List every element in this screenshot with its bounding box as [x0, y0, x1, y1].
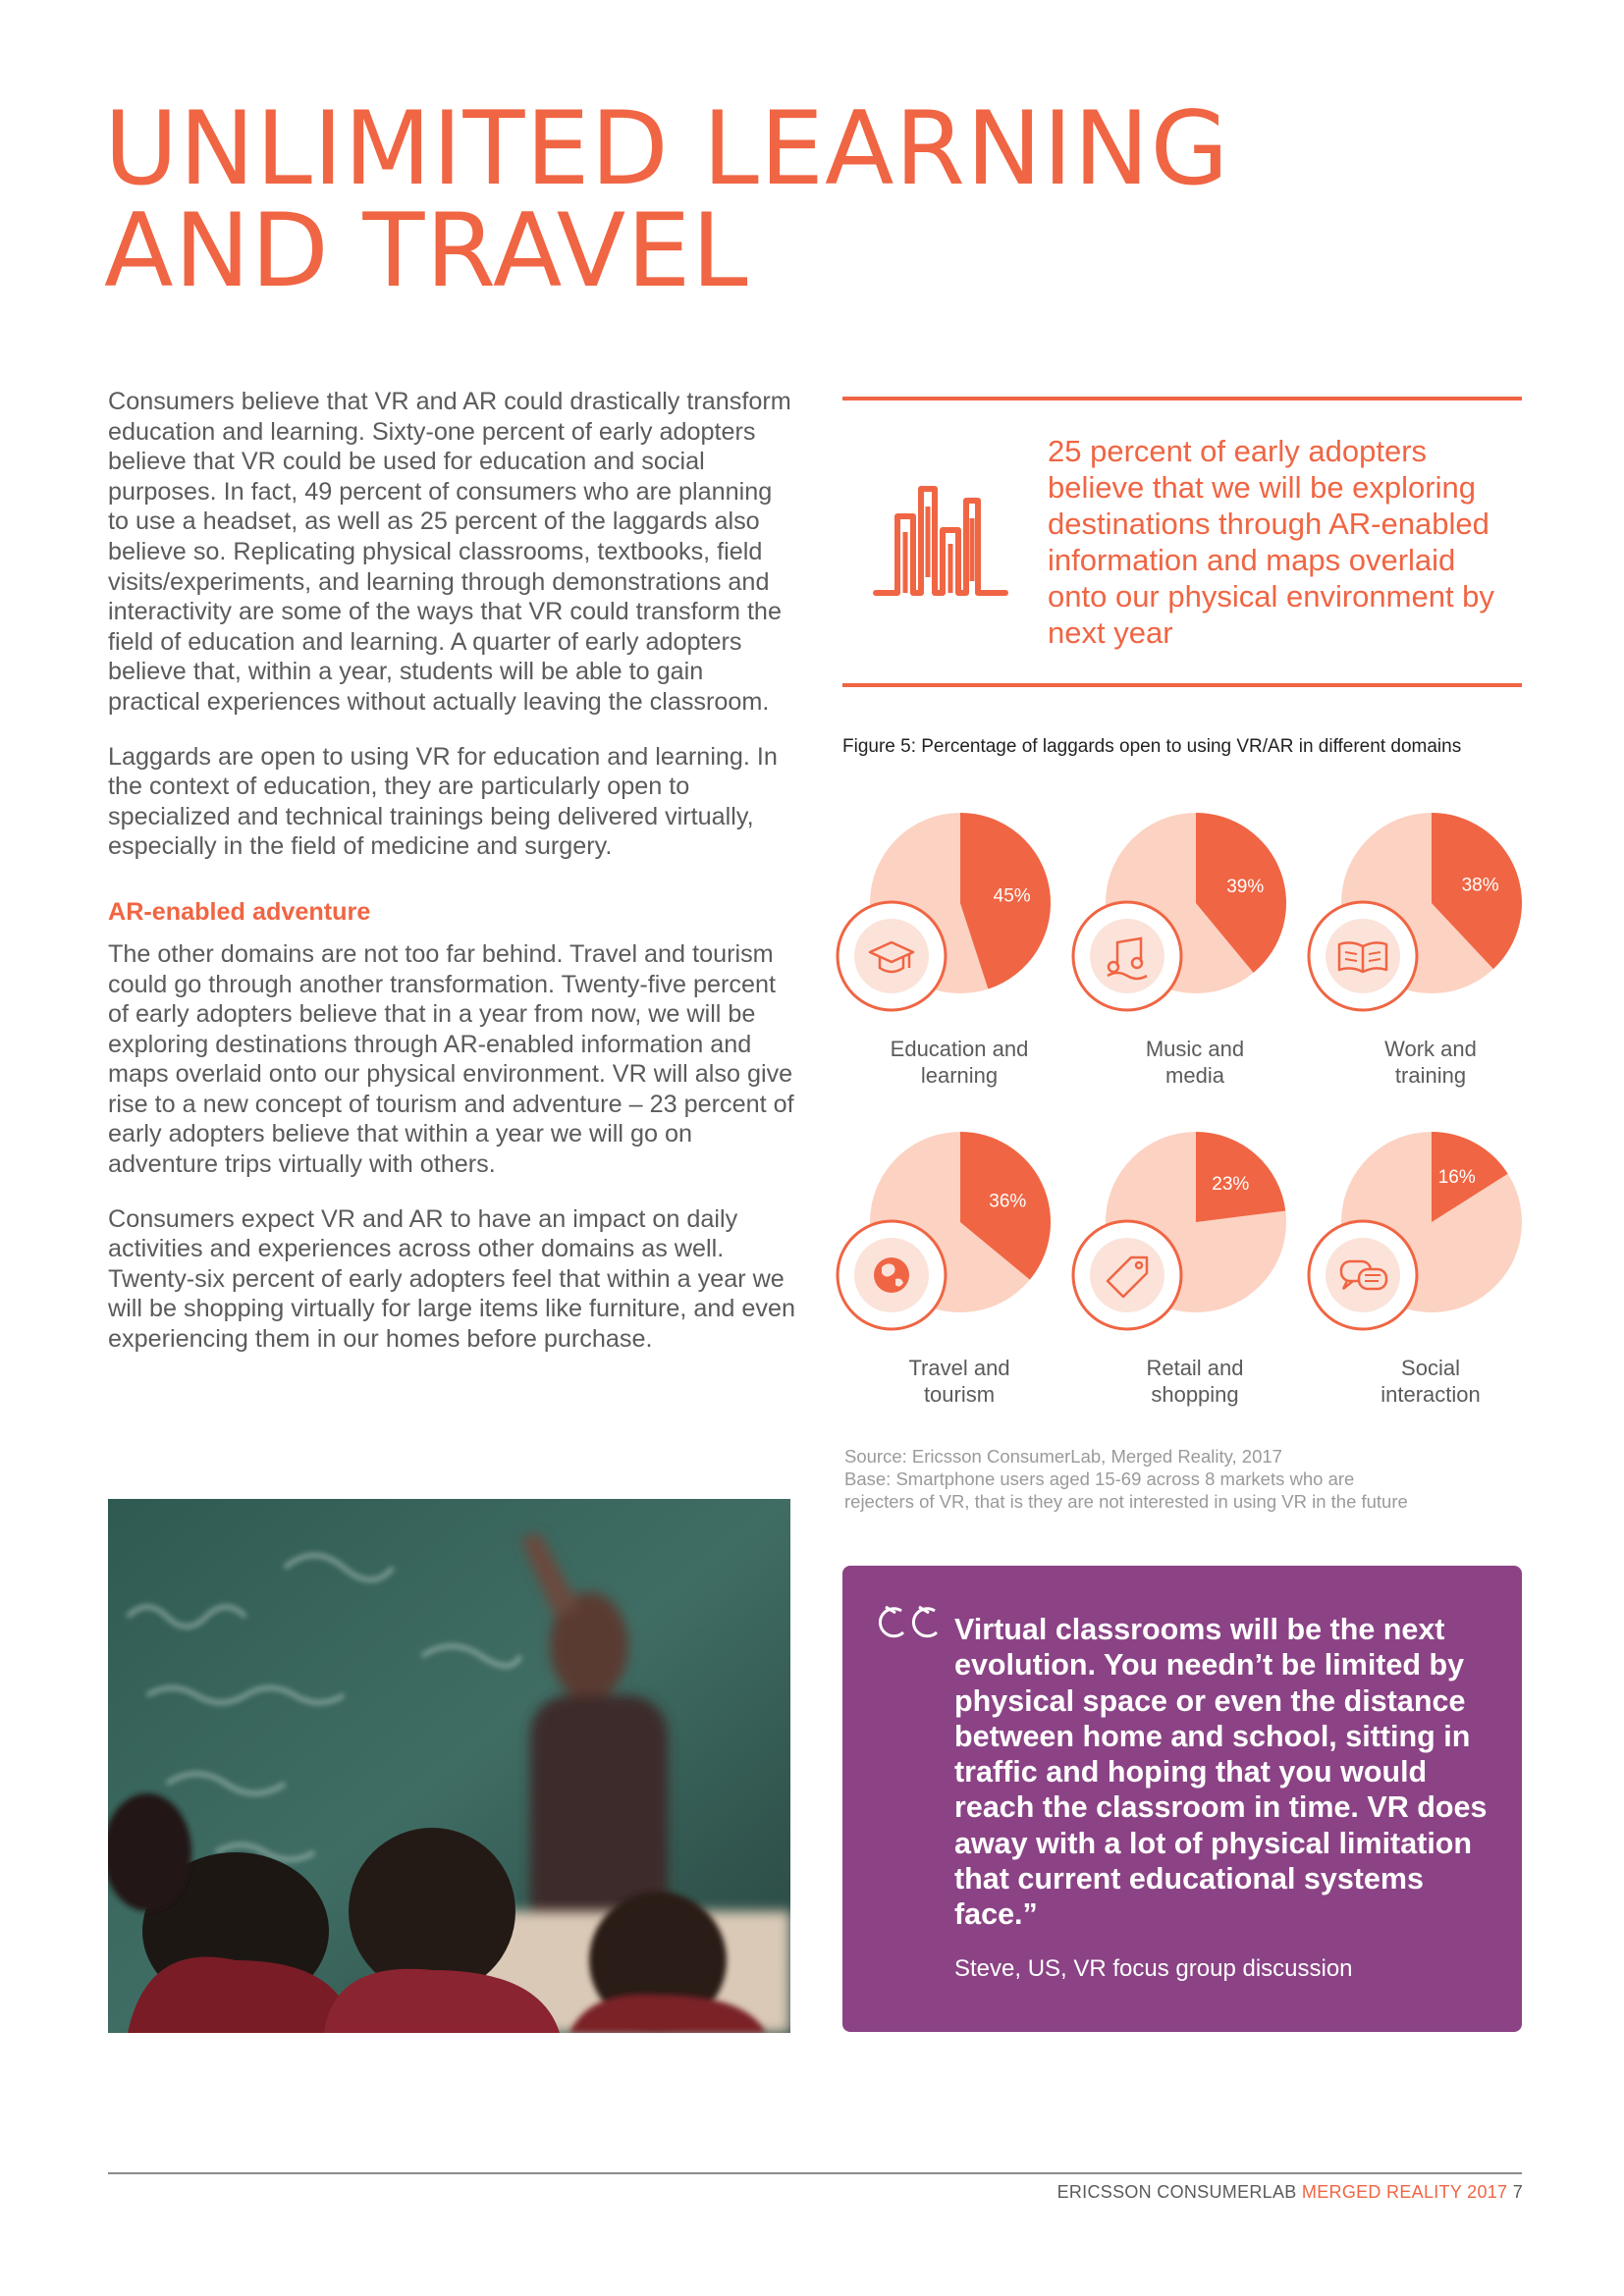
body-paragraph-4: Consumers expect VR and AR to have an impact on daily activities and experiences across other domains as well. Twenty-six percent of early adopters feel that within a year we will be shopping virtually for large items like furniture, and even experiencing them in our homes before purchase. — [108, 1204, 795, 1354]
pie-category-label-line: Education and — [890, 1037, 1029, 1061]
page-title — [104, 90, 1380, 310]
pie-value-label: 36% — [989, 1191, 1027, 1212]
body-paragraph-3: The other domains are not too far behind. Travel and tourism could go through another transformation. Twenty-five percent of early adopters believe that in a year from now, we will be exploring destinations through AR-enabled information and maps overlaid onto our physical environment. VR will also give rise to a new concept of tourism and adventure – 23 percent of early adopters believe that within a year we will go on adventure trips virtually with others. — [108, 939, 794, 1179]
source-line: Source: Ericsson ConsumerLab, Merged Reality, 2017 — [844, 1446, 1282, 1467]
price-tag-icon — [1073, 1221, 1181, 1329]
pie-category-label-line: interaction — [1380, 1382, 1481, 1407]
speech-bubbles-icon — [1309, 1221, 1417, 1329]
callout-bottom-rule — [842, 683, 1522, 687]
quote-text: Virtual classrooms will be the next evolution. You needn’t be limited by physical space or even the distance between home and school, sitting in traffic and hoping that you would reach the classroom in time. VR does away with a lot of physical limitation that current educational systems face.” — [954, 1613, 1488, 1932]
pie-category-label-line: shopping — [1151, 1382, 1239, 1407]
pie-category-label — [1082, 1355, 1308, 1408]
classroom-photo — [108, 1499, 790, 2033]
pie-category-label-line: training — [1394, 1063, 1467, 1088]
pie-category-label — [1082, 1036, 1308, 1089]
quote-attribution: Steve, US, VR focus group discussion — [954, 1955, 1353, 1982]
pie-category-label — [1318, 1355, 1543, 1408]
figure-source — [844, 1445, 1532, 1513]
callout-top-rule — [842, 397, 1522, 400]
pie-category-label-line: Social — [1401, 1356, 1460, 1380]
pie-chart-4 — [846, 1132, 1072, 1407]
pie-chart-3 — [1318, 813, 1543, 1088]
pie-category-label-line: Work and — [1384, 1037, 1477, 1061]
section-subheading: AR-enabled adventure — [108, 897, 371, 926]
pie-category-label-line: tourism — [923, 1382, 996, 1407]
pie-chart-1 — [846, 813, 1072, 1088]
city-skyline-icon — [872, 483, 1009, 601]
pie-chart-2 — [1082, 813, 1308, 1088]
page-footer — [1057, 2182, 1523, 2203]
pie-chart-5 — [1082, 1132, 1308, 1407]
left-column — [108, 387, 795, 1379]
globe-icon — [838, 1221, 946, 1329]
base-line-2: rejecters of VR, that is they are not interested in using VR in the future — [844, 1491, 1408, 1512]
pie-value-label: 23% — [1212, 1173, 1250, 1195]
music-note-icon — [1073, 902, 1181, 1010]
page-number: 7 — [1512, 2182, 1523, 2202]
graduation-cap-icon — [838, 902, 946, 1010]
open-book-icon — [1309, 902, 1417, 1010]
pie-value-label: 38% — [1461, 875, 1499, 896]
base-line-1: Base: Smartphone users aged 15-69 across 8 markets who are — [844, 1468, 1355, 1489]
footer-report-name: MERGED REALITY 2017 — [1301, 2182, 1508, 2202]
pie-value-label: 16% — [1437, 1167, 1476, 1189]
pie-category-label-line: Music and — [1145, 1037, 1245, 1061]
pie-value-label: 39% — [1226, 876, 1265, 897]
pie-category-label-line: Travel and — [908, 1356, 1010, 1380]
pie-category-label — [846, 1036, 1072, 1089]
pie-category-label — [846, 1355, 1072, 1408]
pie-category-label — [1318, 1036, 1543, 1089]
page-title-line-2: AND TRAVEL — [104, 192, 749, 310]
figure-caption: Figure 5: Percentage of laggards open to using VR/AR in different domains — [842, 736, 1462, 757]
body-paragraph-2: Laggards are open to using VR for education and learning. In the context of education, they are particularly open to specialized and technical trainings being delivered virtually, especially in the field of medicine and surgery. — [108, 742, 778, 861]
pie-category-label-line: learning — [920, 1063, 999, 1088]
quote-marks-icon — [874, 1603, 943, 1642]
footer-brand: ERICSSON CONSUMERLAB — [1056, 2182, 1297, 2202]
callout-text: 25 percent of early adopters believe that we will be exploring destinations through AR-enabled information and maps overlaid onto our physical environment by next year — [1048, 434, 1494, 650]
footer-rule — [108, 2172, 1522, 2174]
body-paragraph-1: Consumers believe that VR and AR could drastically transform education and learning. Sixty-one percent of early adopters believe that VR could be used for education and social purposes. In fact, 49 percent of consumers who are planning to use a headset, as well as 25 percent of the laggards also believe so. Replicating physical classrooms, textbooks, field visits/experiments, and learning through demonstrations and interactivity are some of the ways that VR could transform the field of education and learning. A quarter of early adopters believe that, within a year, students will be able to gain practical experiences without actually leaving the classroom. — [108, 388, 791, 716]
pie-category-label-line: Retail and — [1146, 1356, 1244, 1380]
page-title-line-1: UNLIMITED LEARNING — [104, 90, 1230, 208]
pie-category-label-line: media — [1165, 1063, 1224, 1088]
pie-value-label: 45% — [993, 885, 1031, 907]
pie-chart-6 — [1318, 1132, 1543, 1407]
